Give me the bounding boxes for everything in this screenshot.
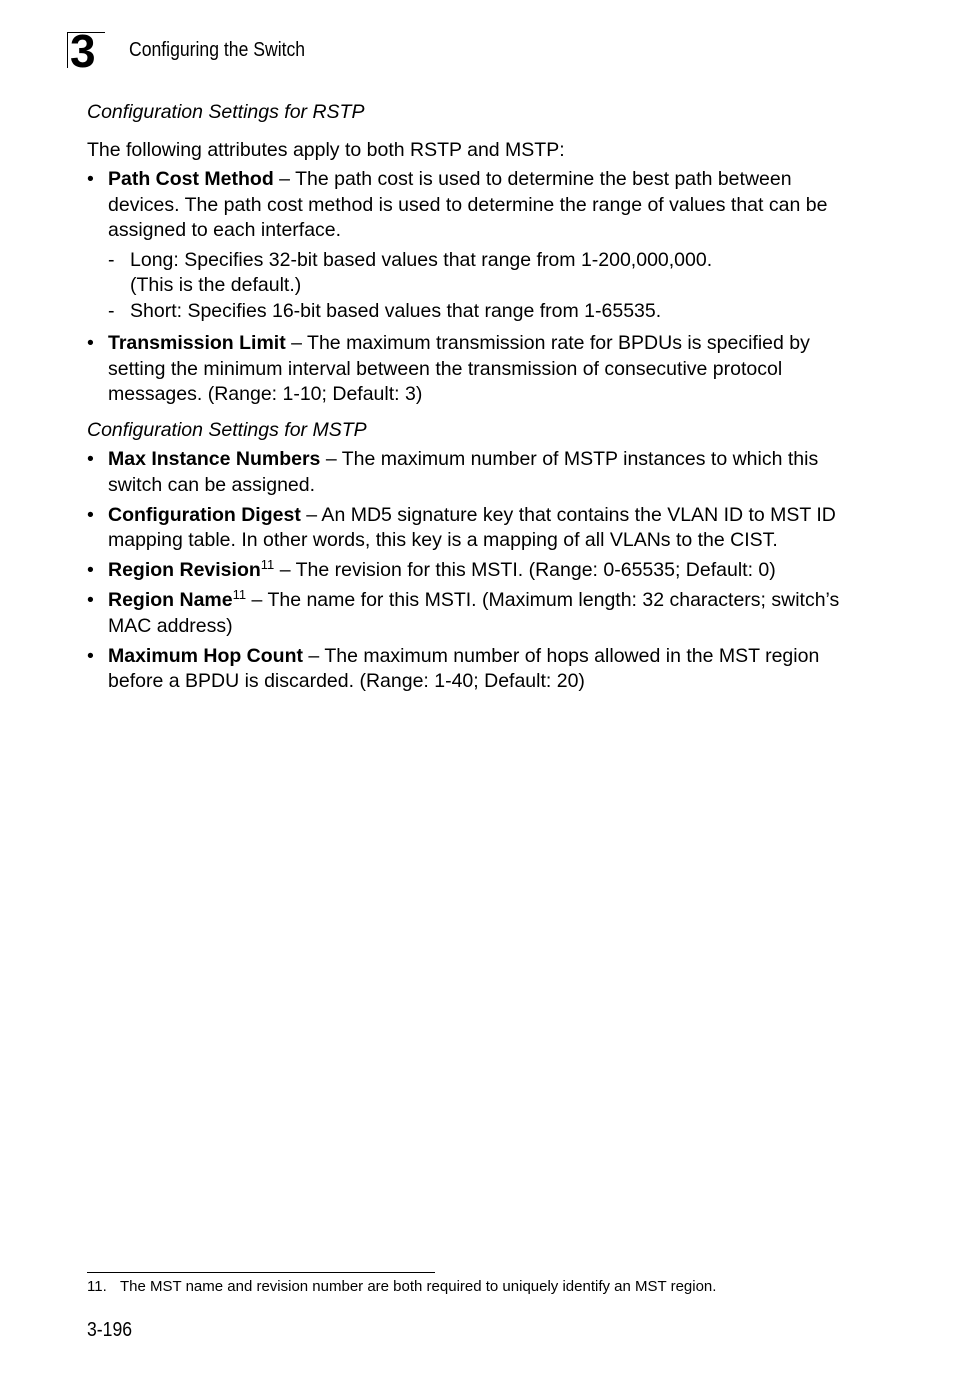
sub-item-text: (This is the default.)	[130, 274, 302, 296]
rstp-list	[87, 167, 857, 408]
bullet-icon: •	[87, 503, 94, 526]
item-term: Max Instance Numbers	[108, 448, 321, 470]
item-term: Configuration Digest	[108, 503, 301, 526]
footnote-divider	[87, 1272, 435, 1273]
bullet-icon: •	[87, 168, 94, 190]
sub-item-text: Long: Specifies 32-bit based values that range from 1-200,000,000.	[130, 248, 713, 271]
bullet-icon: •	[87, 448, 94, 470]
item-text: – The revision for this MSTI. (Range: 0-65535; Default: 0)	[274, 559, 776, 581]
footnote-number: 11.	[87, 1278, 107, 1295]
item-text: – The path cost is used to determine the best path between devices. The path cost method is used to determine the range of values that can be assigned to each interface.	[108, 168, 828, 241]
footnote-text: The MST name and revision number are both required to uniquely identify an MST region.	[120, 1278, 717, 1295]
list-item	[87, 644, 857, 695]
dash-icon: -	[108, 248, 115, 271]
item-text: – The name for this MSTI. (Maximum length: 32 characters; switch’s MAC address)	[108, 589, 840, 637]
list-item	[87, 167, 857, 324]
rstp-intro: The following attributes apply to both RSTP and MSTP:	[87, 138, 565, 161]
sub-item-text: Short: Specifies 16-bit based values that range from 1-65535.	[130, 299, 662, 322]
list-item	[87, 503, 857, 554]
bullet-icon: •	[87, 332, 94, 354]
list-item	[87, 331, 857, 408]
footnote	[87, 1277, 716, 1296]
list-item	[87, 447, 857, 498]
bullet-icon: •	[87, 559, 94, 581]
dash-icon: -	[108, 299, 115, 322]
list-item	[87, 588, 857, 639]
mstp-list	[87, 447, 857, 695]
bullet-icon: •	[87, 644, 94, 667]
item-term: Path Cost Method	[108, 168, 274, 190]
item-term: Region Name	[108, 589, 233, 611]
sub-list-item	[108, 299, 857, 325]
footnote-ref[interactable]: 11	[232, 587, 247, 602]
footnote-ref[interactable]: 11	[260, 557, 275, 572]
chapter-number: 3	[70, 25, 95, 77]
item-text: – The maximum transmission rate for BPDUs is specified by setting the minimum interval between the transmission of consecutive protocol messages. (Range: 1-10; Default: 3)	[108, 332, 810, 405]
item-term: Maximum Hop Count	[108, 644, 303, 667]
item-text: – The maximum number of MSTP instances to which this switch can be assigned.	[108, 448, 819, 496]
item-term: Transmission Limit	[108, 332, 286, 354]
page-body	[87, 100, 857, 699]
rstp-heading: Configuration Settings for RSTP	[87, 101, 365, 123]
item-text: – The maximum number of hops allowed in the MST region before a BPDU is discarded. (Range: 1-40; Default: 20)	[108, 644, 820, 692]
item-text: – An MD5 signature key that contains the VLAN ID to MST ID mapping table. In other words, this key is a mapping of all VLANs to the CIST.	[108, 503, 836, 551]
bullet-icon: •	[87, 589, 94, 611]
path-cost-options	[108, 248, 857, 325]
sub-list-item	[108, 248, 857, 299]
mstp-heading: Configuration Settings for MSTP	[87, 418, 367, 441]
running-title: Configuring the Switch	[129, 39, 306, 61]
list-item	[87, 558, 857, 584]
page-number: 3-196	[87, 1319, 133, 1341]
item-term: Region Revision	[108, 559, 261, 581]
